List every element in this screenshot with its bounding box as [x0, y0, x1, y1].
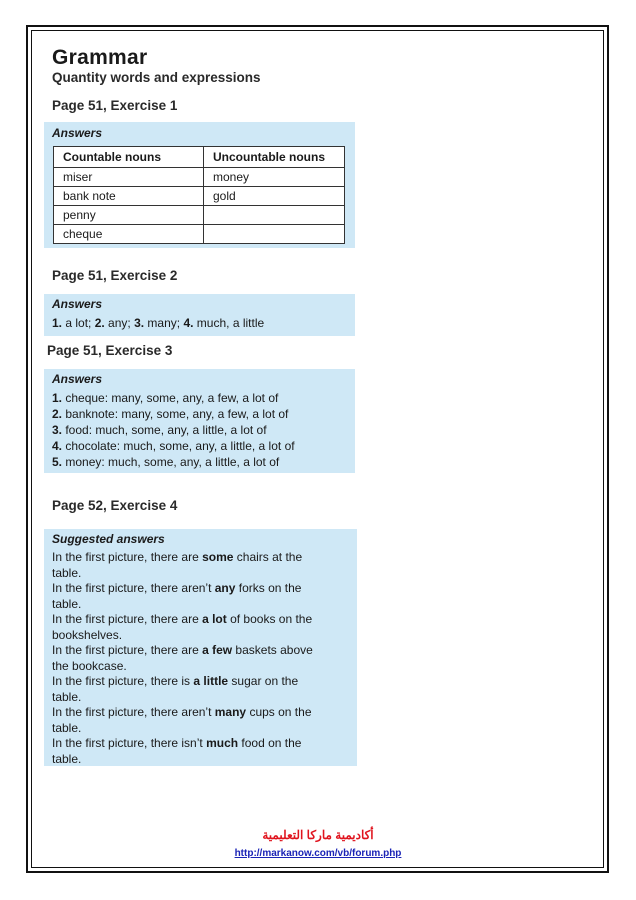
answer-text: a lot; — [62, 316, 95, 330]
quantity-keyword: a little — [193, 674, 229, 688]
answer-number: 3. — [134, 316, 145, 330]
item-text: banknote: many, some, any, a few, a lot of — [62, 407, 289, 421]
answer-text: table. — [52, 751, 82, 766]
list-item — [52, 438, 295, 454]
exercise-2-answer-box — [44, 294, 355, 336]
answer-text: table. — [52, 689, 82, 704]
answer-text: In the first picture, there aren’t — [52, 705, 215, 719]
exercise-1-answer-box — [44, 122, 355, 248]
answer-text: forks on the — [235, 581, 302, 595]
answer-text: many; — [144, 316, 184, 330]
suggested-answer-line — [52, 643, 313, 659]
page-title: Grammar — [52, 46, 148, 69]
suggested-answer-line — [52, 690, 313, 706]
answer-text: chairs at the — [233, 550, 303, 564]
suggested-answer-line — [52, 628, 313, 644]
table-row — [54, 225, 345, 244]
suggested-answer-line — [52, 705, 313, 721]
exercise-4-answer-box — [44, 529, 357, 766]
exercise-3-answer-box — [44, 369, 355, 473]
answer-text: much, a little — [193, 316, 265, 330]
suggested-answer-line — [52, 581, 313, 597]
answer-text: food on the — [238, 736, 302, 750]
suggested-answer-line — [52, 674, 313, 690]
list-item — [52, 406, 295, 422]
answer-text: In the first picture, there is — [52, 674, 194, 688]
table-cell: gold — [204, 187, 345, 206]
page-subtitle: Quantity words and expressions — [52, 70, 261, 85]
exercise-1-heading: Page 51, Exercise 1 — [52, 98, 178, 113]
nouns-table — [53, 146, 345, 244]
footer-academy-name: أكاديمية ماركا التعليمية — [262, 828, 374, 842]
table-row — [54, 206, 345, 225]
suggested-answer-line — [52, 752, 313, 768]
quantity-keyword: much — [206, 736, 239, 750]
item-text: food: much, some, any, a little, a lot of — [62, 423, 267, 437]
suggested-answer-line — [52, 550, 313, 566]
answer-text: cups on the — [246, 705, 312, 719]
answer-text: table. — [52, 720, 82, 735]
exercise-3-heading: Page 51, Exercise 3 — [47, 343, 173, 358]
table-cell: cheque — [54, 225, 204, 244]
footer-forum-link[interactable]: http://markanow.com/vb/forum.php — [234, 848, 402, 859]
item-number: 5. — [52, 455, 63, 469]
item-number: 4. — [52, 439, 63, 453]
item-text: money: much, some, any, a little, a lot of — [62, 455, 280, 469]
answer-text: In the first picture, there are — [52, 550, 203, 564]
table-cell: money — [204, 168, 345, 187]
list-item — [52, 390, 295, 406]
suggested-answer-line — [52, 597, 313, 613]
suggested-answer-line — [52, 566, 313, 582]
answer-text: table. — [52, 565, 82, 580]
exercise-3-answer-list — [52, 390, 295, 470]
answer-text: of books on the — [226, 612, 313, 626]
answer-text: In the first picture, there are — [52, 643, 203, 657]
quantity-keyword: any — [214, 581, 236, 595]
answer-text: In the first picture, there are — [52, 612, 203, 626]
item-number: 2. — [52, 407, 63, 421]
suggested-answer-line — [52, 736, 313, 752]
suggested-answers-text — [52, 550, 313, 767]
item-text: chocolate: much, some, any, a little, a lot of — [62, 439, 295, 453]
suggested-answer-line — [52, 721, 313, 737]
answer-number: 1. — [52, 316, 63, 330]
quantity-keyword: a few — [202, 643, 233, 657]
exercise-2-box-label: Answers — [52, 297, 103, 311]
answer-text: the bookcase. — [52, 658, 127, 673]
answer-text: bookshelves. — [52, 627, 123, 642]
answer-number: 4. — [183, 316, 194, 330]
table-header-row — [54, 147, 345, 168]
table-cell: bank note — [54, 187, 204, 206]
exercise-2-heading: Page 51, Exercise 2 — [52, 268, 178, 283]
item-text: cheque: many, some, any, a few, a lot of — [62, 391, 279, 405]
answer-number: 2. — [94, 316, 105, 330]
item-number: 3. — [52, 423, 63, 437]
quantity-keyword: a lot — [202, 612, 227, 626]
table-cell: miser — [54, 168, 204, 187]
quantity-keyword: some — [202, 550, 234, 564]
answer-text: table. — [52, 596, 82, 611]
answer-text: sugar on the — [228, 674, 299, 688]
table-cell — [204, 206, 345, 225]
answer-text: In the first picture, there isn’t — [52, 736, 207, 750]
table-cell — [204, 225, 345, 244]
quantity-keyword: many — [214, 705, 247, 719]
exercise-1-box-label: Answers — [52, 126, 103, 140]
list-item — [52, 454, 295, 470]
exercise-3-box-label: Answers — [52, 372, 103, 386]
suggested-answer-line — [52, 612, 313, 628]
column-header-uncountable: Uncountable nouns — [204, 147, 345, 168]
exercise-4-heading: Page 52, Exercise 4 — [52, 498, 178, 513]
answer-text: baskets above — [232, 643, 313, 657]
exercise-4-box-label: Suggested answers — [52, 532, 165, 546]
answer-text: In the first picture, there aren’t — [52, 581, 215, 595]
table-row — [54, 168, 345, 187]
suggested-answer-line — [52, 659, 313, 675]
exercise-2-answer-line — [52, 315, 264, 331]
item-number: 1. — [52, 391, 63, 405]
answer-text: any; — [104, 316, 135, 330]
column-header-countable: Countable nouns — [54, 147, 204, 168]
table-cell: penny — [54, 206, 204, 225]
table-row — [54, 187, 345, 206]
list-item — [52, 422, 295, 438]
